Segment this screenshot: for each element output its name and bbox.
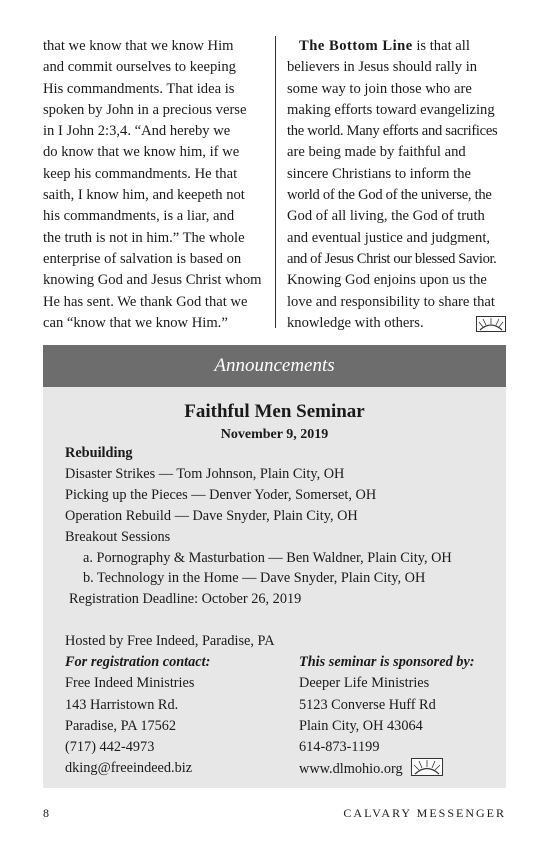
- right-line: is that all: [412, 38, 470, 54]
- hosted-by: Hosted by Free Indeed, Paradise, PA: [65, 633, 275, 649]
- sunrise-end-mark-icon: [476, 316, 506, 332]
- right-line: making efforts toward evangelizing: [287, 101, 495, 118]
- left-line: and commit ourselves to keeping: [43, 59, 236, 76]
- publication-name: CALVARY MESSENGER: [343, 806, 506, 820]
- registration-contact: [65, 652, 210, 780]
- left-line: his commandments, is a liar, and: [43, 208, 235, 225]
- left-line: do know that we know him, if we: [43, 144, 240, 161]
- announcements-box: [43, 345, 506, 788]
- column-divider: [275, 36, 276, 328]
- right-line: love and responsibility to share that: [287, 293, 495, 310]
- sponsor-header: This seminar is sponsored by:: [299, 654, 475, 670]
- contact-email: dking@freeindeed.biz: [65, 760, 193, 777]
- registration-deadline: Registration Deadline: October 26, 2019: [69, 591, 302, 608]
- session-item: Operation Rebuild — Dave Snyder, Plain City, OH: [65, 507, 358, 524]
- right-line: the world. Many efforts and sacrifices: [287, 123, 498, 140]
- announcements-heading: Announcements: [43, 345, 506, 387]
- left-line: spoken by John in a precious verse: [43, 101, 247, 118]
- right-first-line: [287, 36, 506, 57]
- right-line: some way to join those who are: [287, 80, 472, 97]
- session-item: Disaster Strikes — Tom Johnson, Plain City, OH: [65, 465, 345, 482]
- left-line: keep his commandments. He that: [43, 165, 238, 182]
- right-line: world of the God of the universe, the: [287, 187, 492, 204]
- right-line: and of Jesus Christ our blessed Savior.: [287, 250, 497, 267]
- contact-line: Free Indeed Ministries: [65, 675, 195, 692]
- right-line: are being made by faithful and: [287, 144, 466, 161]
- left-line: the truth is not in him.” The whole: [43, 229, 245, 246]
- sponsor-website-row: [299, 758, 475, 780]
- left-article-column: [43, 36, 264, 334]
- right-last-line: [287, 313, 506, 334]
- left-line: can “know that we know Him.”: [43, 314, 228, 331]
- left-line: enterprise of salvation is based on: [43, 250, 242, 267]
- session-item: Breakout Sessions: [65, 528, 171, 545]
- sponsor-line: Plain City, OH 43064: [299, 717, 423, 734]
- right-line: God of all living, the God of truth: [287, 208, 485, 225]
- seminar-title: Faithful Men Seminar: [184, 401, 365, 422]
- left-line: His commandments. That idea is: [43, 80, 235, 97]
- right-article-column: [287, 36, 506, 334]
- seminar-program: [65, 443, 496, 610]
- seminar-sponsor: [299, 652, 475, 781]
- breakout-item: a. Pornography & Masturbation — Ben Waldner, Plain City, OH: [83, 549, 452, 566]
- bottom-line-lead: The Bottom Line: [299, 38, 413, 54]
- contact-line: 143 Harristown Rd.: [65, 696, 179, 713]
- right-line: sincere Christians to inform the: [287, 165, 472, 182]
- page-number: 8: [43, 806, 49, 820]
- session-item: Picking up the Pieces — Denver Yoder, Somerset, OH: [65, 486, 377, 503]
- sunrise-end-mark-icon: [411, 758, 443, 776]
- program-section-title: Rebuilding: [65, 445, 133, 461]
- left-line: saith, I know him, and keepeth not: [43, 187, 245, 204]
- contact-line: Paradise, PA 17562: [65, 717, 177, 734]
- left-line: in I John 2:3,4. “And hereby we: [43, 123, 231, 140]
- right-line: and eventual justice and judgment,: [287, 229, 491, 246]
- left-line: knowing God and Jesus Christ whom: [43, 272, 262, 289]
- seminar-date: November 9, 2019: [220, 427, 329, 442]
- sponsor-website: www.dlmohio.org: [299, 761, 403, 778]
- page-footer: [43, 806, 506, 824]
- breakout-item: b. Technology in the Home — Dave Snyder, Plain City, OH: [83, 570, 426, 587]
- sponsor-phone: 614-873-1199: [299, 739, 380, 756]
- left-line: that we know that we know Him: [43, 38, 234, 54]
- left-line: He has sent. We thank God that we: [43, 293, 248, 310]
- contact-header: For registration contact:: [65, 654, 211, 670]
- right-line: Knowing God enjoins upon us the: [287, 272, 487, 289]
- sponsor-line: 5123 Converse Huff Rd: [299, 696, 436, 713]
- right-line: believers in Jesus should rally in: [287, 59, 478, 76]
- contact-phone: (717) 442-4973: [65, 739, 155, 756]
- sponsor-line: Deeper Life Ministries: [299, 675, 430, 692]
- right-line: knowledge with others.: [287, 314, 424, 331]
